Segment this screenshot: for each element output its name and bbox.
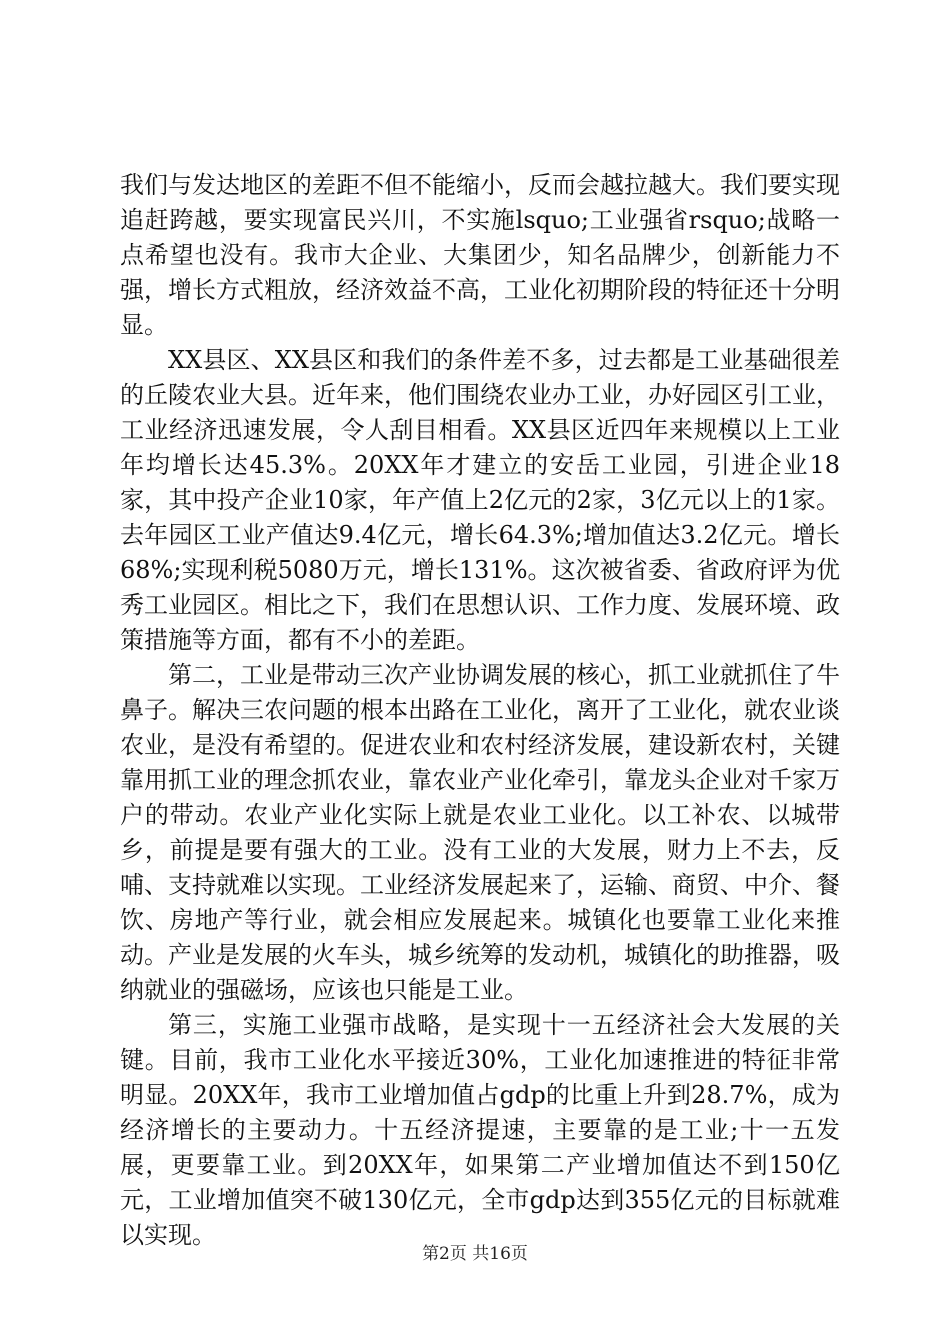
page-number-footer: 第2页 共16页 — [422, 1244, 528, 1264]
paragraph-4: 第三，实施工业强市战略，是实现十一五经济社会大发展的关键。目前，我市工业化水平接近30%，工业化加速推进的特征非常明显。20XX年，我市工业增加值占gdp的比重上升到28.7%，成为经济增长的主要动力。十五经济提速，主要靠的是工业;十一五发展，更要靠工业。到20XX年，如果第二产业增加值达不到150亿元，工业增加值突不破130亿元，全市gdp达到355亿元的目标就难以实现。 — [120, 1011, 840, 1249]
document-body — [120, 168, 840, 1253]
paragraph-1: 我们与发达地区的差距不但不能缩小，反而会越拉越大。我们要实现追赶跨越，要实现富民兴川，不实施lsquo;工业强省rsquo;战略一点希望也没有。我市大企业、大集团少，知名品牌少，创新能力不强，增长方式粗放，经济效益不高，工业化初期阶段的特征还十分明显。 — [120, 171, 840, 339]
paragraph-2: XX县区、XX县区和我们的条件差不多，过去都是工业基础很差的丘陵农业大县。近年来，他们围绕农业办工业，办好园区引工业，工业经济迅速发展，令人刮目相看。XX县区近四年来规模以上工业年均增长达45.3%。20XX年才建立的安岳工业园，引进企业18家，其中投产企业10家，年产值上2亿元的2家，3亿元以上的1家。去年园区工业产值达9.4亿元，增长64.3%;增加值达3.2亿元。增长68%;实现利税5080万元，增长131%。这次被省委、省政府评为优秀工业园区。相比之下，我们在思想认识、工作力度、发展环境、政策措施等方面，都有不小的差距。 — [120, 346, 840, 654]
paragraph-3: 第二，工业是带动三次产业协调发展的核心，抓工业就抓住了牛鼻子。解决三农问题的根本出路在工业化，离开了工业化，就农业谈农业，是没有希望的。促进农业和农村经济发展，建设新农村，关键靠用抓工业的理念抓农业，靠农业产业化牵引，靠龙头企业对千家万户的带动。农业产业化实际上就是农业工业化。以工补农、以城带乡，前提是要有强大的工业。没有工业的大发展，财力上不去，反哺、支持就难以实现。工业经济发展起来了，运输、商贸、中介、餐饮、房地产等行业，就会相应发展起来。城镇化也要靠工业化来推动。产业是发展的火车头，城乡统筹的发动机，城镇化的助推器，吸纳就业的强磁场，应该也只能是工业。 — [120, 661, 840, 1004]
